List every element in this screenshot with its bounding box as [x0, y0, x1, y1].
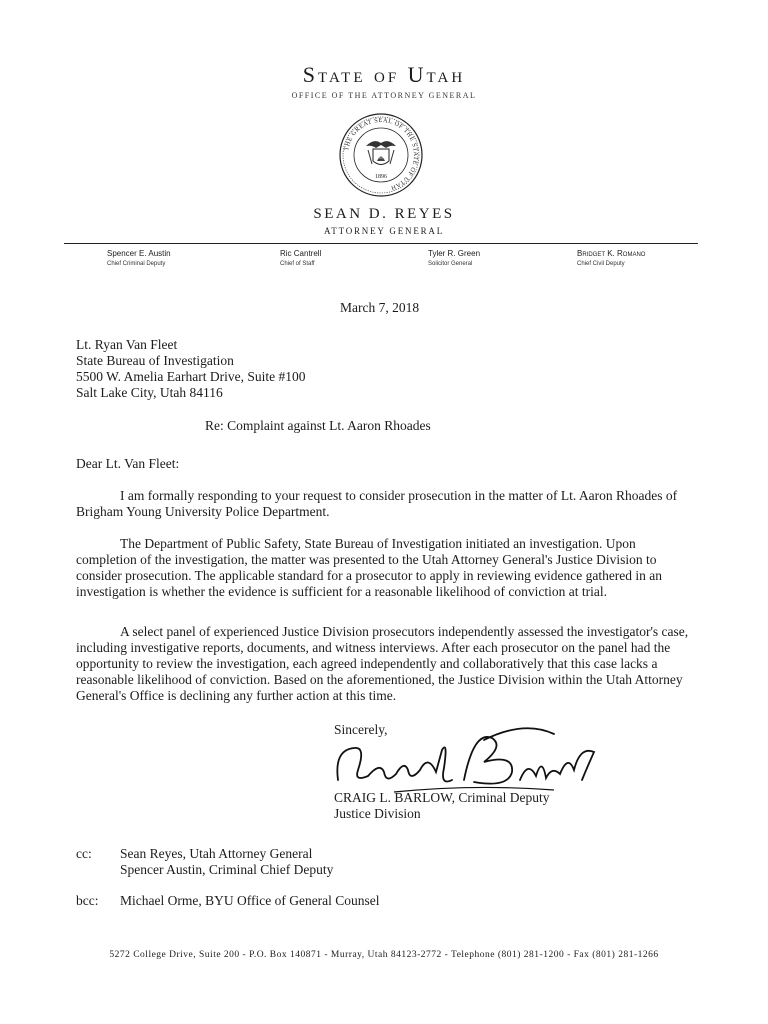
- letterhead-title: State of Utah: [302, 62, 466, 87]
- letterhead-divider: [64, 243, 698, 244]
- bcc-recipient: Michael Orme, BYU Office of General Counsel: [120, 893, 380, 908]
- bcc-label: bcc:: [76, 893, 99, 908]
- cc-list: [120, 846, 333, 878]
- letter-date: March 7, 2018: [340, 300, 420, 315]
- cc-recipient: Spencer Austin, Criminal Chief Deputy: [120, 862, 334, 877]
- attorney-general-title: ATTORNEY GENERAL: [323, 226, 445, 236]
- salutation: Dear Lt. Van Fleet:: [76, 456, 180, 471]
- signer-name: CRAIG L. BARLOW, Criminal Deputy: [334, 790, 550, 805]
- deputy-name: Spencer E. Austin: [107, 249, 171, 258]
- deputy-block: [577, 249, 645, 267]
- recipient-line: 5500 W. Amelia Earhart Drive, Suite #100: [76, 369, 306, 384]
- letterhead-subtitle: OFFICE OF THE ATTORNEY GENERAL: [291, 91, 477, 100]
- deputy-title: Chief of Staff: [280, 261, 315, 267]
- body-paragraph: The Department of Public Safety, State Bureau of Investigation initiated an investigation. Upon completion of the investigation, the matter was presented to the Utah Attorney General's Justice Division to consider prosecution. The applicable standard for a prosecutor to apply in reviewing evidence gathered in an investigation is whether the evidence is sufficient for a reasonable likelihood of conviction at trial.: [76, 536, 663, 599]
- deputy-name: Tyler R. Green: [428, 249, 481, 258]
- deputy-block: [107, 249, 171, 267]
- deputy-name: Bridget K. Romano: [577, 249, 646, 258]
- state-seal-icon: [338, 112, 424, 198]
- deputy-title: Chief Civil Deputy: [577, 261, 625, 267]
- recipient-line: Lt. Ryan Van Fleet: [76, 337, 178, 352]
- subject-line: Re: Complaint against Lt. Aaron Rhoades: [205, 418, 431, 433]
- body-paragraph: A select panel of experienced Justice Division prosecutors independently assessed the investigator's case, including investigative reports, documents, and witness interviews. After each prosecutor on the panel had the opportunity to review the investigation, each agreed independently and collaboratively that this case lacks a reasonable likelihood of conviction. Based on the aforementioned, the Justice Division within the Utah Attorney General's Office is declining any further action at this time.: [76, 624, 689, 703]
- cc-label: cc:: [76, 846, 92, 861]
- attorney-general-name: SEAN D. REYES: [313, 206, 455, 222]
- recipient-line: Salt Lake City, Utah 84116: [76, 385, 223, 400]
- seal-text: THE GREAT SEAL OF THE STATE OF UTAH: [343, 116, 420, 192]
- closing: Sincerely,: [334, 722, 388, 737]
- deputy-title: Chief Criminal Deputy: [107, 261, 166, 267]
- deputy-name: Ric Cantrell: [280, 249, 322, 258]
- recipient-line: State Bureau of Investigation: [76, 353, 234, 368]
- seal-year: 1896: [375, 174, 387, 180]
- cc-recipient: Sean Reyes, Utah Attorney General: [120, 846, 313, 861]
- bcc-list: [120, 893, 380, 909]
- recipient-address: [76, 337, 305, 401]
- deputy-block: [428, 249, 480, 267]
- deputy-block: [280, 249, 321, 267]
- signer-unit: Justice Division: [334, 806, 421, 821]
- body-paragraph: I am formally responding to your request to consider prosecution in the matter of Lt. Aaron Rhoades of Brigham Young University Police Department.: [76, 488, 678, 519]
- deputy-title: Solicitor General: [428, 261, 473, 267]
- letterhead-footer: 5272 College Drive, Suite 200 - P.O. Box 140871 - Murray, Utah 84123-2772 - Telephone (801) 281-1200 - Fax (801) 281-1266: [109, 950, 659, 960]
